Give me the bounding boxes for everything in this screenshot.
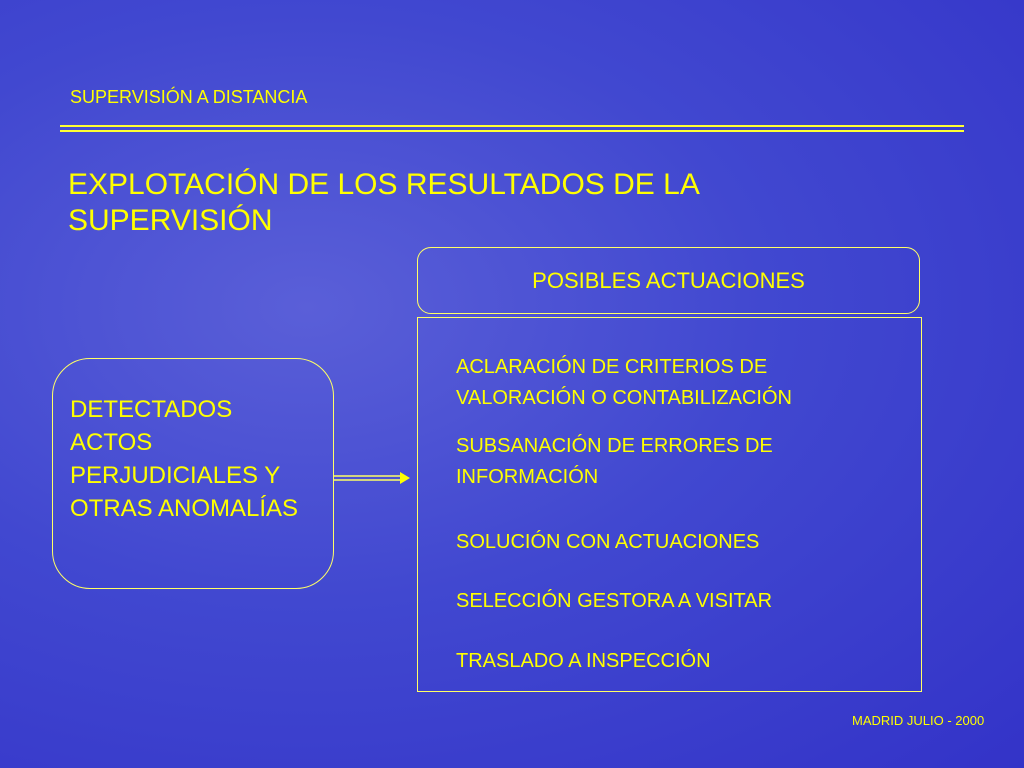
action-item-line: ACLARACIÓN DE CRITERIOS DE — [456, 356, 768, 378]
header-rule-bottom — [60, 130, 964, 132]
detected-issues-text — [70, 393, 298, 525]
detected-issues-line-1: DETECTADOS — [70, 396, 233, 423]
slide-title — [68, 167, 700, 239]
action-item-line: VALORACIÓN O CONTABILIZACIÓN — [456, 387, 792, 409]
slide-title-line-2: SUPERVISIÓN — [68, 204, 273, 237]
action-item-line: TRASLADO A INSPECCIÓN — [456, 650, 711, 672]
action-item-visit-selection — [456, 586, 772, 617]
possible-actions-header — [417, 247, 920, 314]
detected-issues-line-2: ACTOS — [70, 429, 153, 456]
action-item-line: SELECCIÓN GESTORA A VISITAR — [456, 590, 773, 612]
detected-issues-line-4: OTRAS ANOMALÍAS — [70, 495, 299, 522]
action-item-error-correction — [456, 431, 773, 493]
detected-issues-line-3: PERJUDICIALES Y — [70, 462, 281, 489]
action-item-line: INFORMACIÓN — [456, 466, 599, 488]
double-line-arrow-right-icon — [334, 468, 412, 488]
header-rule-top — [60, 125, 964, 127]
action-item-clarification — [456, 352, 792, 414]
possible-actions-header-label: POSIBLES ACTUACIONES — [532, 267, 805, 293]
possible-actions-list — [417, 317, 922, 692]
action-item-solution — [456, 527, 759, 558]
action-item-inspection-transfer — [456, 646, 711, 677]
slide-title-line-1: EXPLOTACIÓN DE LOS RESULTADOS DE LA — [68, 168, 700, 201]
footer-date: MADRID JULIO - 2000 — [852, 713, 985, 728]
action-item-line: SOLUCIÓN CON ACTUACIONES — [456, 531, 760, 553]
action-item-line: SUBSANACIÓN DE ERRORES DE — [456, 435, 773, 457]
header-title: SUPERVISIÓN A DISTANCIA — [70, 87, 308, 107]
